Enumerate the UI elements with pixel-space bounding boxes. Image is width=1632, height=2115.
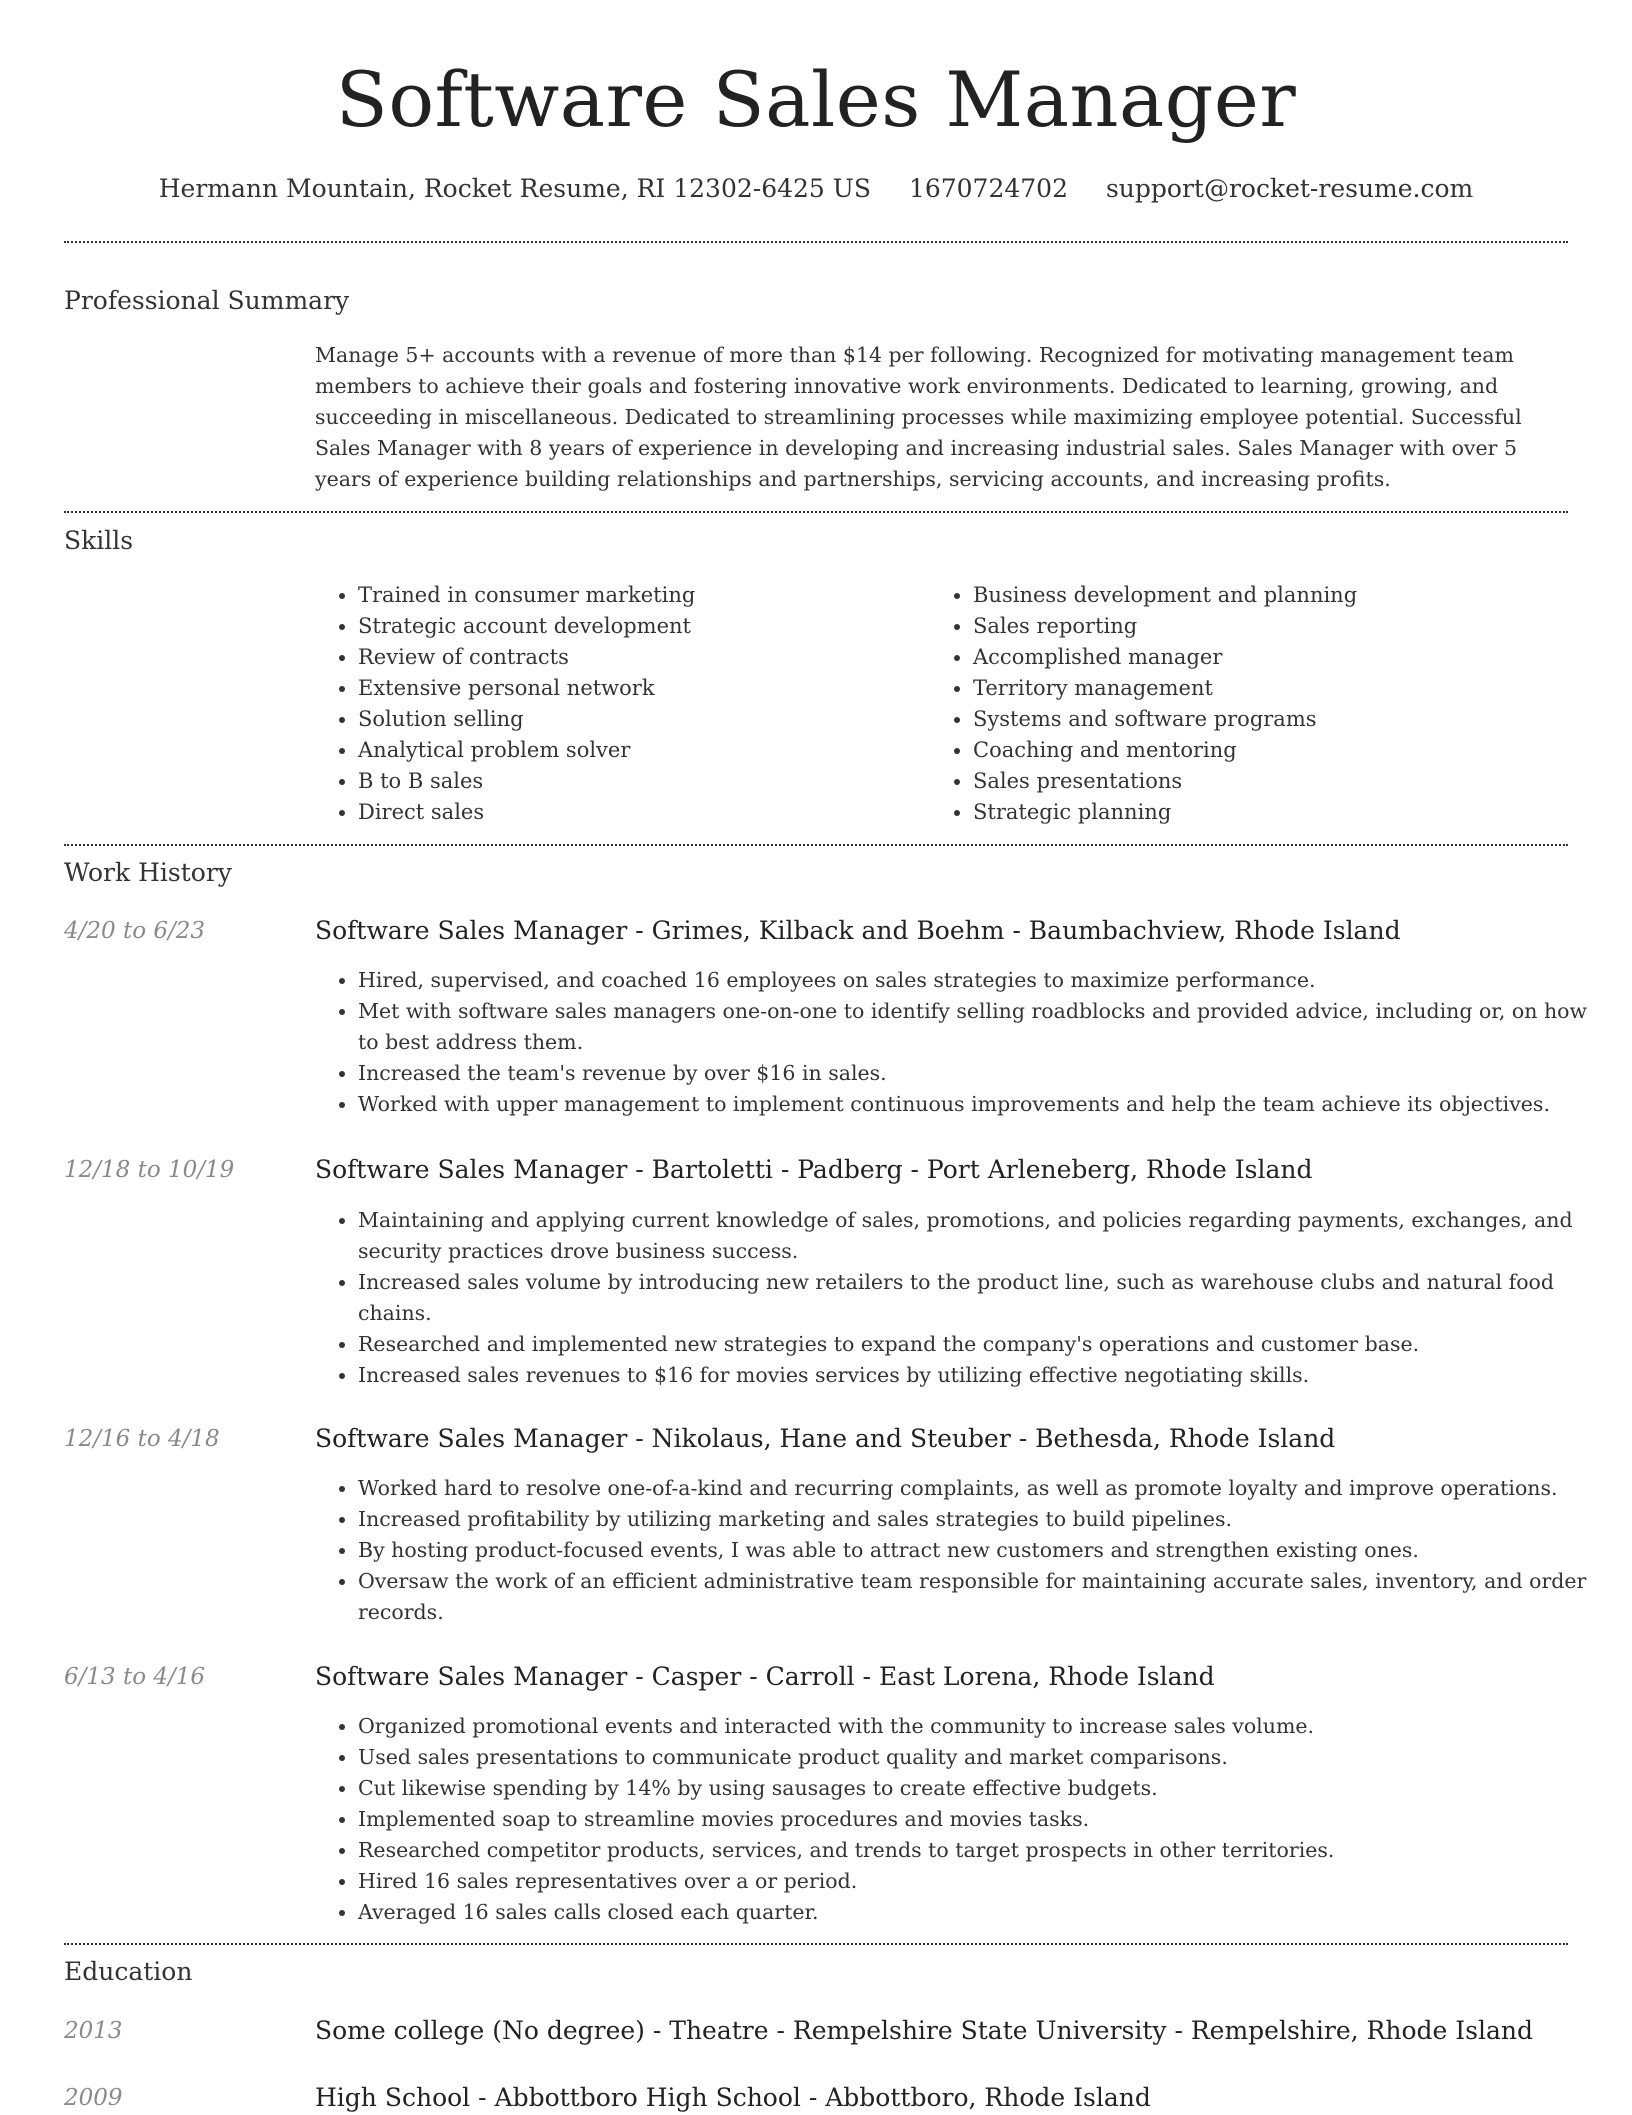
job-title: Software Sales Manager - Bartoletti - Padberg - Port Arleneberg, Rhode Island <box>315 1155 1313 1184</box>
section-divider <box>64 511 1568 513</box>
skill-item: • Extensive personal network <box>358 673 918 704</box>
education-heading: Education <box>64 1957 193 1986</box>
skill-item: • Strategic planning <box>973 797 1573 828</box>
job-bullet: • Used sales presentations to communicate product quality and market comparisons. <box>358 1742 1594 1773</box>
education-title: High School - Abbottboro High School - Abbottboro, Rhode Island <box>315 2083 1151 2112</box>
skill-item: • B to B sales <box>358 766 918 797</box>
job-date: 4/20 to 6/23 <box>64 918 206 944</box>
skill-item: • Trained in consumer marketing <box>358 580 918 611</box>
education-title: Some college (No degree) - Theatre - Rempelshire State University - Rempelshire, Rhode Island <box>315 2016 1533 2045</box>
job-bullet: • Maintaining and applying current knowledge of sales, promotions, and policies regarding payments, exchanges, and security practices drove business success. <box>358 1205 1594 1267</box>
job-title: Software Sales Manager - Casper - Carroll - East Lorena, Rhode Island <box>315 1662 1215 1691</box>
section-divider <box>64 241 1568 243</box>
resume-name: Software Sales Manager <box>335 55 1297 144</box>
job-bullet: • Implemented soap to streamline movies procedures and movies tasks. <box>358 1804 1594 1835</box>
job-bullet: • Worked hard to resolve one-of-a-kind and recurring complaints, as well as promote loyalty and improve operations. <box>358 1473 1594 1504</box>
section-divider <box>64 1943 1568 1945</box>
job-bullet: • Increased profitability by utilizing marketing and sales strategies to build pipelines. <box>358 1504 1594 1535</box>
contact-line <box>0 170 1632 208</box>
skill-item: • Strategic account development <box>358 611 918 642</box>
skill-item: • Direct sales <box>358 797 918 828</box>
section-divider <box>64 844 1568 846</box>
job-bullet: • Increased sales revenues to $16 for movies services by utilizing effective negotiating skills. <box>358 1360 1594 1391</box>
job-bullet: • Researched competitor products, services, and trends to target prospects in other territories. <box>358 1835 1594 1866</box>
job-bullets <box>329 965 1594 1120</box>
job-bullet: • Increased the team's revenue by over $16 in sales. <box>358 1058 1594 1089</box>
skill-item: • Sales reporting <box>973 611 1573 642</box>
skill-item: • Accomplished manager <box>973 642 1573 673</box>
job-bullet: • Hired, supervised, and coached 16 employees on sales strategies to maximize performance. <box>358 965 1594 996</box>
job-date: 6/13 to 4/16 <box>64 1664 206 1690</box>
skills-list-left <box>329 580 918 828</box>
job-title: Software Sales Manager - Nikolaus, Hane and Steuber - Bethesda, Rhode Island <box>315 1424 1336 1453</box>
job-bullet: • Increased sales volume by introducing new retailers to the product line, such as warehouse clubs and natural food chains. <box>358 1267 1594 1329</box>
summary-text: Manage 5+ accounts with a revenue of more than $14 per following. Recognized for motivating management team members to achieve their goals and fostering innovative work environments. Dedicated to learning, growing, and succeeding in miscellaneous. Dedicated to streamlining processes while maximizing employee potential. Successful Sales Manager with 8 years of experience in developing and increasing industrial sales. Sales Manager with over 5 years of experience building relationships and partnerships, servicing accounts, and increasing profits. <box>315 343 1522 491</box>
skill-item: • Solution selling <box>358 704 918 735</box>
skill-item: • Territory management <box>973 673 1573 704</box>
job-bullet: • Researched and implemented new strategies to expand the company's operations and customer base. <box>358 1329 1594 1360</box>
skill-item: • Review of contracts <box>358 642 918 673</box>
job-bullet: • Met with software sales managers one-on-one to identify selling roadblocks and provided advice, including or, on how to best address them. <box>358 996 1594 1058</box>
job-date: 12/16 to 4/18 <box>64 1426 220 1452</box>
job-date: 12/18 to 10/19 <box>64 1157 235 1183</box>
job-bullets <box>329 1205 1594 1391</box>
work-history-heading: Work History <box>64 858 232 887</box>
summary-heading: Professional Summary <box>64 286 350 315</box>
contact-address: Hermann Mountain, Rocket Resume, RI 12302-6425 US <box>158 174 871 203</box>
job-bullet: • Worked with upper management to implement continuous improvements and help the team achieve its objectives. <box>358 1089 1594 1120</box>
job-bullet: • Hired 16 sales representatives over a or period. <box>358 1866 1594 1897</box>
skill-item: • Sales presentations <box>973 766 1573 797</box>
skill-item: • Business development and planning <box>973 580 1573 611</box>
skills-heading: Skills <box>64 526 134 555</box>
job-bullet: • By hosting product-focused events, I was able to attract new customers and strengthen existing ones. <box>358 1535 1594 1566</box>
skill-item: • Analytical problem solver <box>358 735 918 766</box>
skills-list-right <box>944 580 1573 828</box>
job-bullets <box>329 1711 1594 1928</box>
job-bullet: • Organized promotional events and interacted with the community to increase sales volume. <box>358 1711 1594 1742</box>
contact-phone: 1670724702 <box>908 174 1068 203</box>
skill-item: • Coaching and mentoring <box>973 735 1573 766</box>
job-title: Software Sales Manager - Grimes, Kilback and Boehm - Baumbachview, Rhode Island <box>315 916 1401 945</box>
contact-email: support@rocket-resume.com <box>1105 174 1474 203</box>
education-date: 2009 <box>64 2085 123 2111</box>
skill-item: • Systems and software programs <box>973 704 1573 735</box>
job-bullet: • Cut likewise spending by 14% by using sausages to create effective budgets. <box>358 1773 1594 1804</box>
job-bullet: • Averaged 16 sales calls closed each quarter. <box>358 1897 1594 1928</box>
job-bullet: • Oversaw the work of an efficient administrative team responsible for maintaining accurate sales, inventory, and order records. <box>358 1566 1594 1628</box>
education-date: 2013 <box>64 2018 123 2044</box>
job-bullets <box>329 1473 1594 1628</box>
